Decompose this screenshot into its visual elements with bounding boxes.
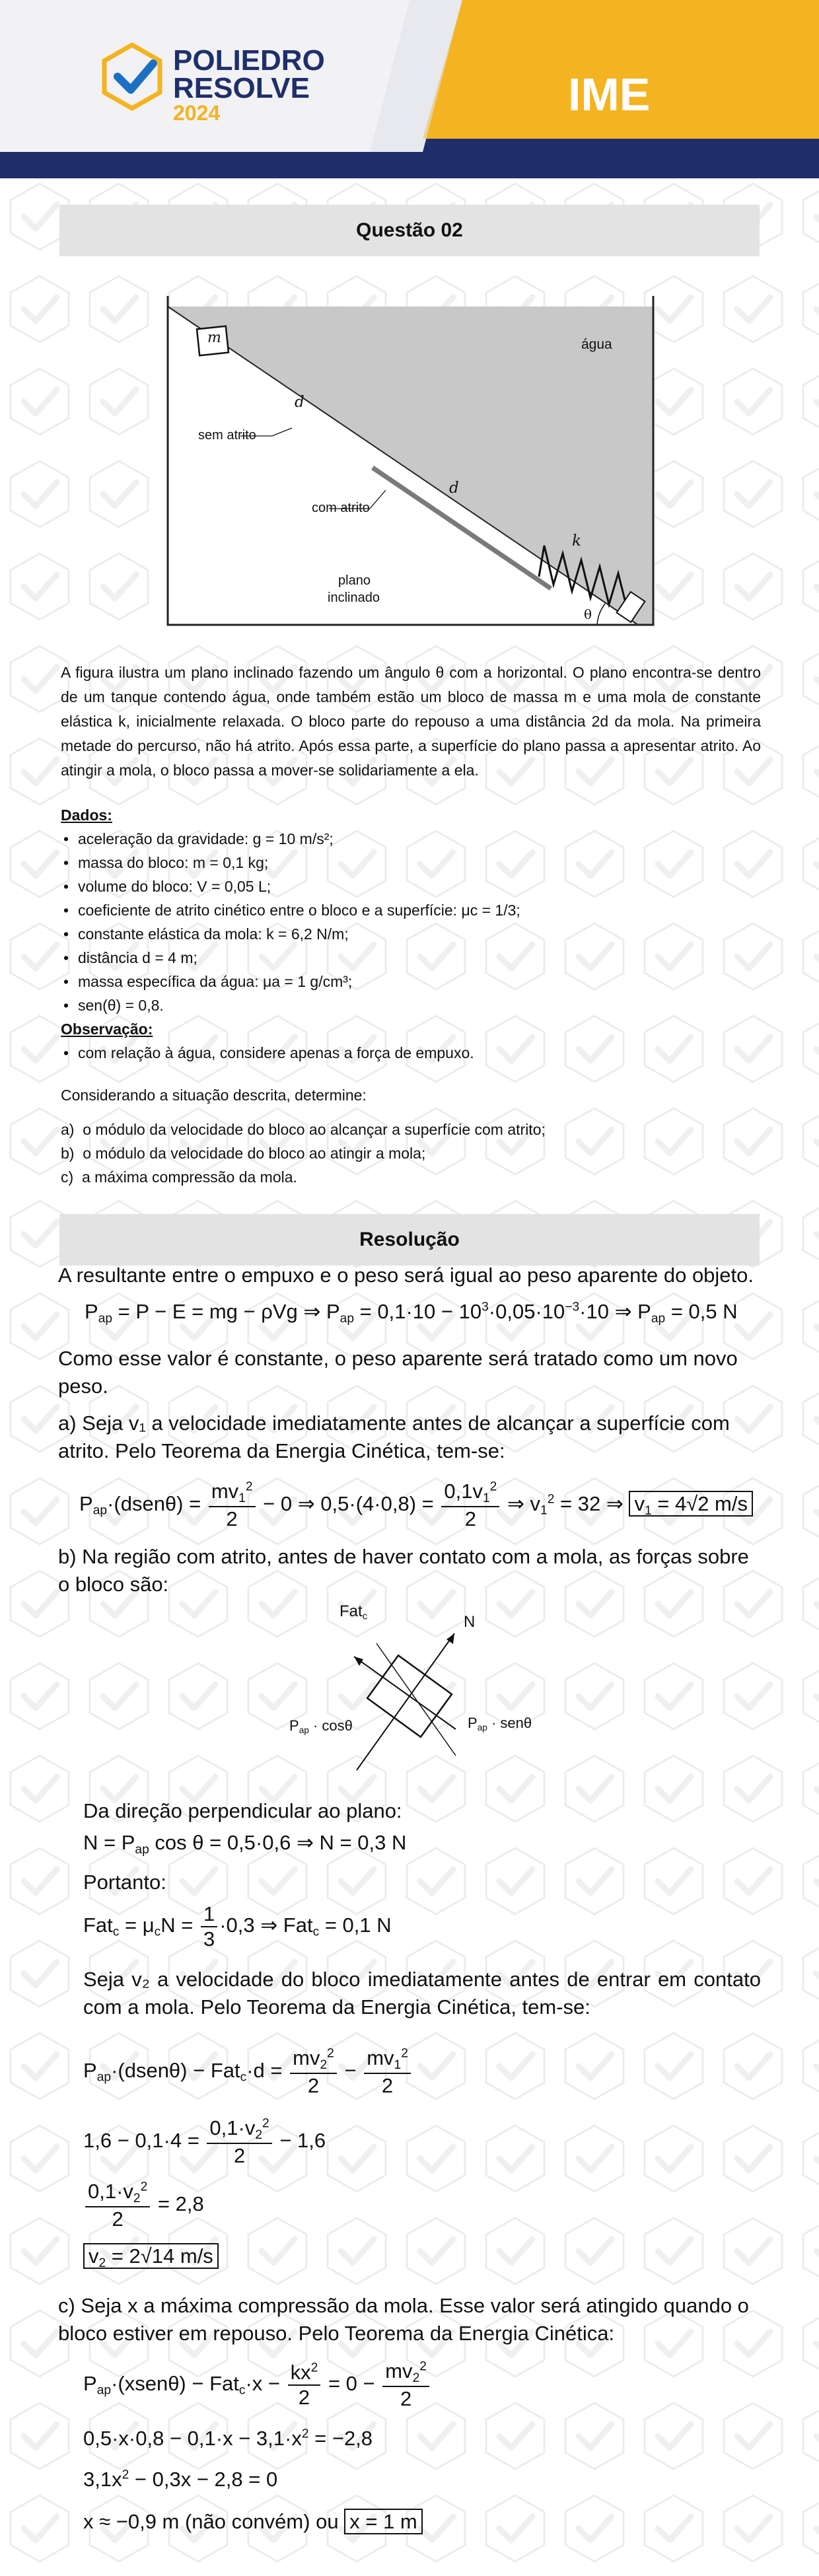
- determine-intro: Considerando a situação descrita, determine:: [61, 1087, 367, 1104]
- header-graphic: [0, 0, 819, 178]
- resolution-const-text: Como esse valor é constante, o peso aparente será tratado como um novo peso.: [58, 1347, 738, 1398]
- dados-list: [61, 803, 761, 1065]
- label-mass: m: [207, 330, 221, 346]
- force-diagram: [277, 1597, 535, 1789]
- label-theta: θ: [584, 606, 592, 622]
- answer-b-box: $v_2 = 2√14$ m/s: [83, 2244, 219, 2271]
- label-k: k: [572, 532, 581, 550]
- label-d2: d: [449, 480, 459, 497]
- eq-energy-c: $P_{ap}\cdot(xsen\theta) - Fat_c\cdot x$ − $\frac{kx^2}{2}$ = 0 − $\frac{mv_2^2}{2}$: [83, 2359, 431, 2411]
- dados-item: • massa específica da água: μa = 1 g/cm³;: [61, 970, 761, 993]
- label-plane-1: plano: [338, 573, 371, 588]
- v2-text: Seja v₂ a velocidade do bloco imediatamente antes de entrar em contato com a mola. Pelo Teorema da Energia Cinética, tem-se:: [83, 1968, 761, 2019]
- label-d1: d: [295, 394, 304, 411]
- eq-numeric-c2: $3,1x^2 - 0,3x - 2,8 = 0$: [83, 2468, 278, 2491]
- eq-part-a: $P_{ap}\cdot(dsen\theta)$ = $\frac{mv_1^2}{2}$ − 0 ⇒ 0,5·(4·0,8) = $\frac{0,1v_1^2}{2}$ ⇒ $v_1^2 = 32$ ⇒ $v_1 = 4√2$ m/s: [79, 1480, 753, 1531]
- eq-energy-b: $P_{ap}\cdot(dsen\theta) - Fat_c\cdot d$ = $\frac{mv_2^2}{2}$ − $\frac{mv_1^2}{2}$: [83, 2046, 413, 2098]
- label-friction: com atrito: [312, 501, 370, 515]
- eq-friction: $Fat_c = \mu_cN$ = $\frac{1}{3}$ ·0,3 ⇒ Fat$_c$ = 0,1 N: [83, 1902, 392, 1950]
- determine-item-c: c) a máxima compressão da mola.: [61, 1168, 297, 1186]
- brand-line-1: POLIEDRO: [173, 44, 325, 77]
- dados-item: • massa do bloco: m = 0,1 kg;: [61, 851, 761, 875]
- eq-numeric-b2: $\frac{0,1\cdot v_2^2}{2}$ = 2,8: [83, 2180, 204, 2231]
- force-n-label: N: [464, 1613, 476, 1631]
- part-a-text: a) Seja v₁ a velocidade imediatamente antes de alcançar a superfície com atrito. Pelo Teorema da Energia Cinética, tem-se:: [58, 1412, 730, 1462]
- brand-year: 2024: [173, 101, 221, 125]
- part-b-text: b) Na região com atrito, antes de haver contato com a mola, as forças sobre o bloco são:: [58, 1545, 749, 1596]
- eq-numeric-c1: $0,5\cdot x\cdot 0,8 - 0,1\cdot x - 3,1\cdot x^2 = -2,8$: [83, 2427, 373, 2450]
- dados-item: • aceleração da gravidade: g = 10 m/s²;: [61, 827, 761, 851]
- dados-item: • distância d = 4 m;: [61, 946, 761, 970]
- perp-text: Da direção perpendicular ao plano:: [83, 1799, 402, 1822]
- dados-item: • constante elástica da mola: k = 6,2 N/m;: [61, 922, 761, 946]
- question-title: Questão 02: [59, 205, 760, 256]
- resolution-title: Resolução: [59, 1214, 760, 1266]
- observacao-title: Observação:: [61, 1020, 153, 1038]
- label-plane-2: inclinado: [328, 590, 380, 605]
- dados-title: Dados:: [61, 806, 112, 824]
- dados-item: • sen(θ) = 0,8.: [61, 993, 761, 1017]
- resolution-intro: A resultante entre o empuxo e o peso será igual ao peso aparente do objeto.: [58, 1264, 754, 1287]
- observacao-item: • com relação à água, considere apenas a força de empuxo.: [61, 1041, 761, 1065]
- eq-numeric-b1: 1,6 − 0,1·4 = $\frac{0,1\cdot v_2^2}{2}$ − 1,6: [83, 2116, 326, 2167]
- portanto-text: Portanto:: [83, 1871, 166, 1894]
- inclined-plane-figure: [161, 296, 663, 634]
- force-pcos-label: $P_{ap} \cdot \cos\theta$: [289, 1717, 353, 1736]
- answer-c-box: x = 1 m: [344, 2509, 423, 2534]
- determine-item-b: b) o módulo da velocidade do bloco ao atingir a mola;: [61, 1145, 426, 1162]
- label-water: água: [581, 337, 612, 352]
- eq-normal: $N = P_{ap}$ cos θ = 0,5·0,6 ⇒ N = 0,3 N: [83, 1831, 407, 1857]
- determine-list: [61, 1118, 546, 1189]
- force-psen-label: $P_{ap} \cdot sen\theta$: [468, 1715, 532, 1733]
- exam-label: IME: [568, 69, 651, 120]
- label-no-friction: sem atrito: [198, 428, 256, 443]
- part-c-text: c) Seja x a máxima compressão da mola. Esse valor será atingido quando o bloco estiver em repouso. Pelo Teorema da Energia Cinética:: [58, 2294, 749, 2345]
- answer-a-box: $v_1 = 4√2$ m/s: [629, 1491, 753, 1517]
- dados-item: • volume do bloco: V = 0,05 L;: [61, 875, 761, 898]
- answer-c: x ≈ −0,9 m (não convém) ou x = 1 m: [83, 2510, 423, 2534]
- brand-line-2: RESOLVE: [173, 72, 310, 104]
- force-fat-label: Fat$_c$: [339, 1602, 368, 1622]
- header-banner: [0, 0, 819, 178]
- dados-item: • coeficiente de atrito cinético entre o bloco e a superfície: μc = 1/3;: [61, 898, 761, 922]
- statement-paragraph: A figura ilustra um plano inclinado fazendo um ângulo θ com a horizontal. O plano encontra-se dentro de um tanque contendo água, onde também estão um bloco de massa m e uma mola de constante elástica k, inicialmente relaxada. O bloco parte do repouso a uma distância 2d da mola. Na primeira metade do percurso, não há atrito. Após essa parte, a superfície do plano passa a apresentar atrito. Ao atingir a mola, o bloco passa a mover-se solidariamente a ela.: [61, 664, 761, 779]
- determine-item-a: a) o módulo da velocidade do bloco ao alcançar a superfície com atrito;: [61, 1121, 546, 1138]
- eq-apparent-weight: $P_{ap} = P - E$ = mg − ρVg ⇒ $P_{ap} = 0,1\cdot 10 - 10^3\cdot 0,05\cdot 10^{-3}\cdot 10$ ⇒ $P_{ap} = 0,5$ N: [85, 1300, 738, 1326]
